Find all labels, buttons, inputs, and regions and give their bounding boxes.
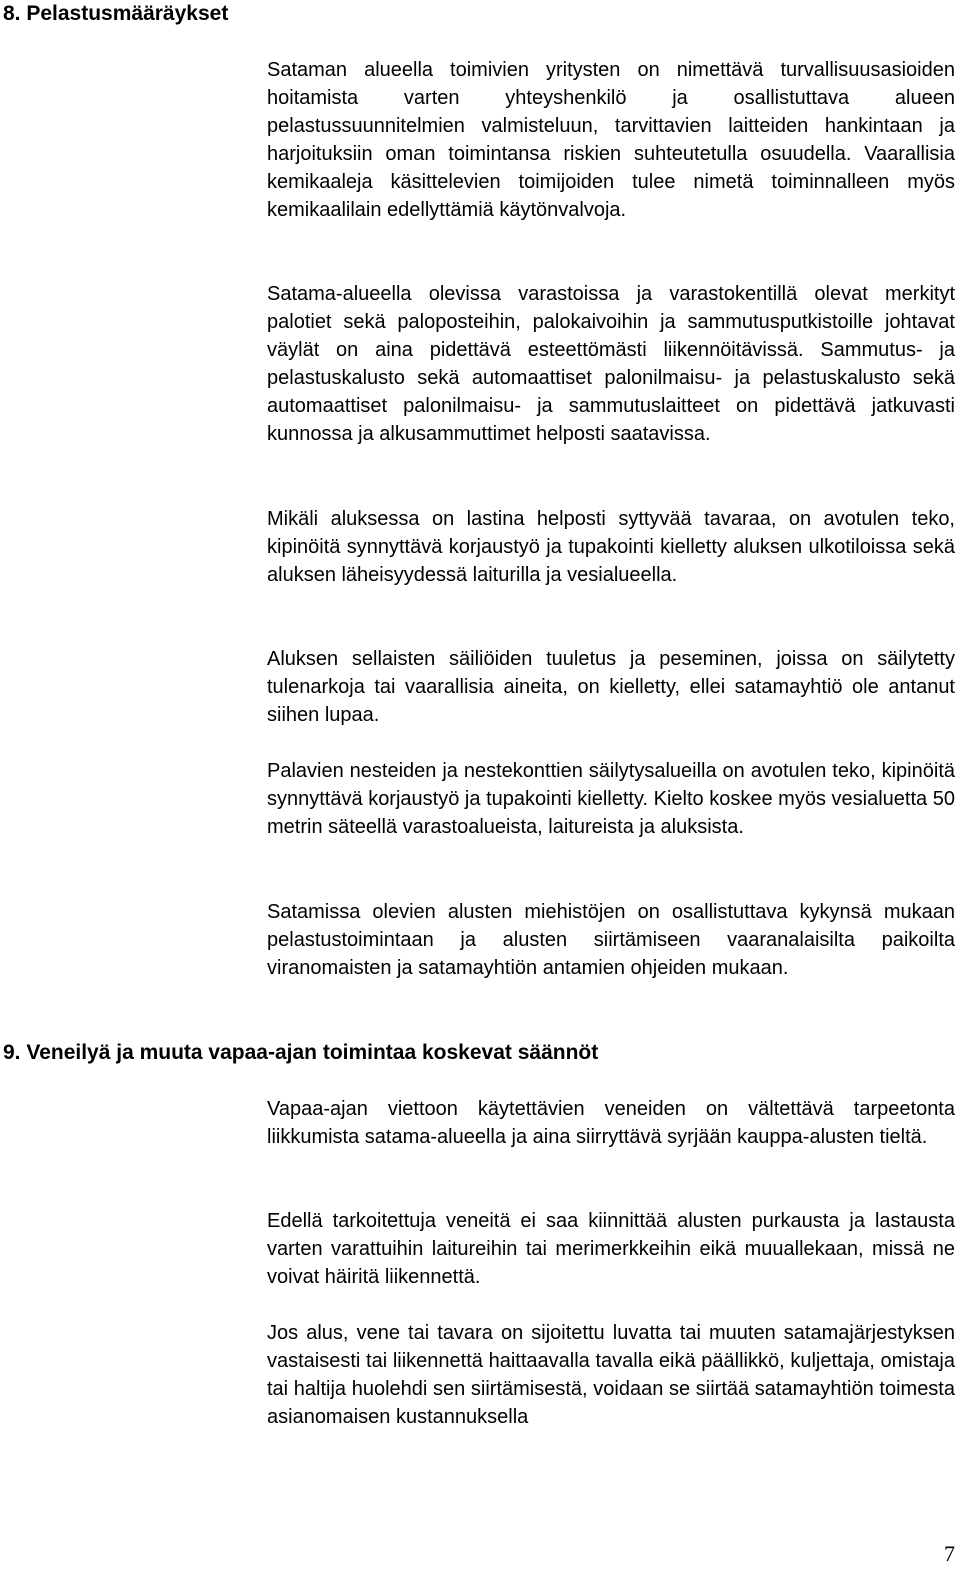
section-8-paragraph-1: Sataman alueella toimivien yritysten on nimettävä turvallisuusasioiden hoitamista varten yhteyshenkilö ja osallistuttava alueen pelastussuunnitelmien valmisteluun, tarvittavien laitteiden hankintaan ja harjoituksiin oman toimintansa riskien suhteutetulla osuudella. Vaarallisia kemikaaleja käsittelevien toimijoiden tulee nimetä toiminnalleen myös kemikaalilain edellyttämiä käytönvalvoja. [267, 59, 955, 221]
section-9-paragraph-2: Edellä tarkoitettuja veneitä ei saa kiinnittää alusten purkausta ja lastausta varten varattuihin laitureihin tai merimerkkeihin eikä muuallekaan, missä ne voivat häiritä liikennettä. [267, 1210, 955, 1288]
section-9-paragraph-3: Jos alus, vene tai tavara on sijoitettu luvatta tai muuten satamajärjestyksen vastaisesti tai liikennettä haittaavalla tavalla eikä päällikkö, kuljettaja, omistaja tai haltija huolehdi sen siirtämisestä, voidaan se siirtää satamayhtiön toimesta asianomaisen kustannuksella [267, 1322, 955, 1428]
section-8-paragraph-5: Palavien nesteiden ja nestekonttien säilytysalueilla on avotulen teko, kipinöitä synnyttävä korjaustyö ja tupakointi kielletty. Kielto koskee myös vesialuetta 50 metrin säteellä varastoalueista, laitureista ja aluksista. [267, 760, 955, 838]
section-9-heading: 9. Veneilyä ja muuta vapaa-ajan toimintaa koskevat säännöt [3, 1041, 599, 1064]
section-8-paragraph-3: Mikäli aluksessa on lastina helposti syttyvää tavaraa, on avotulen teko, kipinöitä synnyttävä korjaustyö ja tupakointi kielletty aluksen ulkotiloissa sekä aluksen läheisyydessä laiturilla ja vesialueella. [267, 508, 955, 586]
section-9-paragraph-1: Vapaa-ajan viettoon käytettävien veneiden on vältettävä tarpeetonta liikkumista satama-alueella ja aina siirryttävä syrjään kauppa-alusten tieltä. [267, 1098, 955, 1148]
section-8-paragraph-2: Satama-alueella olevissa varastoissa ja varastokentillä olevat merkityt palotiet sekä paloposteihin, palokaivoihin ja sammutusputkistoille johtavat väylät on aina pidettävä esteettömästi liikennöitävissä. Sammutus- ja pelastuskalusto sekä automaattiset palonilmaisu- ja pelastuskalusto sekä automaattiset palonilmaisu- ja sammutuslaitteet on pidettävä jatkuvasti kunnossa ja alkusammuttimet helposti saatavissa. [267, 283, 955, 445]
section-8-heading: 8. Pelastusmääräykset [3, 2, 229, 25]
page-number: 7 [944, 1541, 955, 1566]
section-8-paragraph-6: Satamissa olevien alusten miehistöjen on osallistuttava kykynsä mukaan pelastustoimintaan ja alusten siirtämiseen vaaranalaisilta paikoilta viranomaisten ja satamayhtiön antamien ohjeiden mukaan. [267, 901, 955, 979]
section-8-paragraph-4: Aluksen sellaisten säiliöiden tuuletus ja peseminen, joissa on säilytetty tulenarkoja tai vaarallisia aineita, on kielletty, ellei satamayhtiö ole antanut siihen lupaa. [267, 648, 955, 726]
